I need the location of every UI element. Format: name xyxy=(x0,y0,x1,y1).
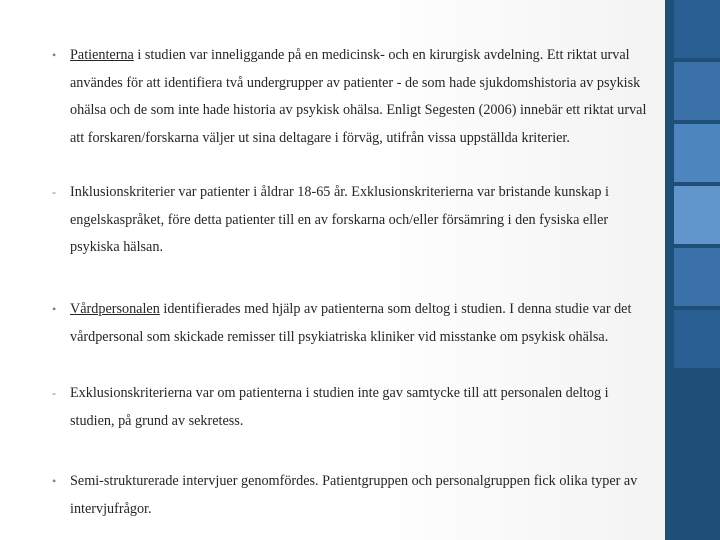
bullet-item-staff xyxy=(52,296,652,351)
bullet-text xyxy=(70,296,652,351)
dash-item-exclusion xyxy=(52,380,652,435)
decorative-square xyxy=(674,62,720,120)
underlined-term: Patienterna xyxy=(70,47,134,63)
bullet-marker: • xyxy=(52,302,57,316)
decorative-square xyxy=(674,248,720,306)
decorative-square xyxy=(674,124,720,182)
underlined-term: Vårdpersonalen xyxy=(70,301,160,317)
dash-item-inclusion xyxy=(52,179,652,262)
decorative-square xyxy=(674,0,720,58)
bullet-body: i studien var inneliggande på en medicinsk- och en kirurgisk avdelning. Ett riktat urval användes för att identifiera två undergrupper av patienter - de som hade sjukdomshistoria av psykisk ohälsa och de som inte hade historia av psykisk ohälsa. Enligt Segesten (2006) innebär ett riktat urval att forskaren/forskarna väljer ut sina deltagare i förväg, utifrån vissa uppställda kriterier. xyxy=(70,47,647,146)
dash-text: Exklusionskriterierna var om patienterna i studien inte gav samtycke till att personalen deltog i studien, på grund av sekretess. xyxy=(70,385,609,429)
dash-marker: - xyxy=(52,185,56,199)
bullet-body: identifierades med hjälp av patienterna som deltog i studien. I denna studie var det vårdpersonal som skickade remisser till psykiatriska kliniker vid misstanke om psykisk ohälsa. xyxy=(70,301,632,345)
dash-marker: - xyxy=(52,386,56,400)
bullet-text xyxy=(70,42,652,152)
bullet-marker: • xyxy=(52,48,57,62)
decorative-square xyxy=(674,372,720,430)
bullet-item-interviews xyxy=(52,468,652,523)
bullet-item-patients xyxy=(52,42,652,152)
bullet-text: Semi-strukturerade intervjuer genomfördes. Patientgruppen och personalgruppen fick olika typer av intervjufrågor. xyxy=(70,473,638,517)
decorative-square xyxy=(674,310,720,368)
dash-text: Inklusionskriterier var patienter i åldrar 18-65 år. Exklusionskriterierna var bristande kunskap i engelskaspråket, före detta patienter till en av forskarna och/eller försämring i den fysiska eller psykiska hälsan. xyxy=(70,184,609,255)
bullet-marker: • xyxy=(52,474,57,488)
decorative-square xyxy=(674,186,720,244)
